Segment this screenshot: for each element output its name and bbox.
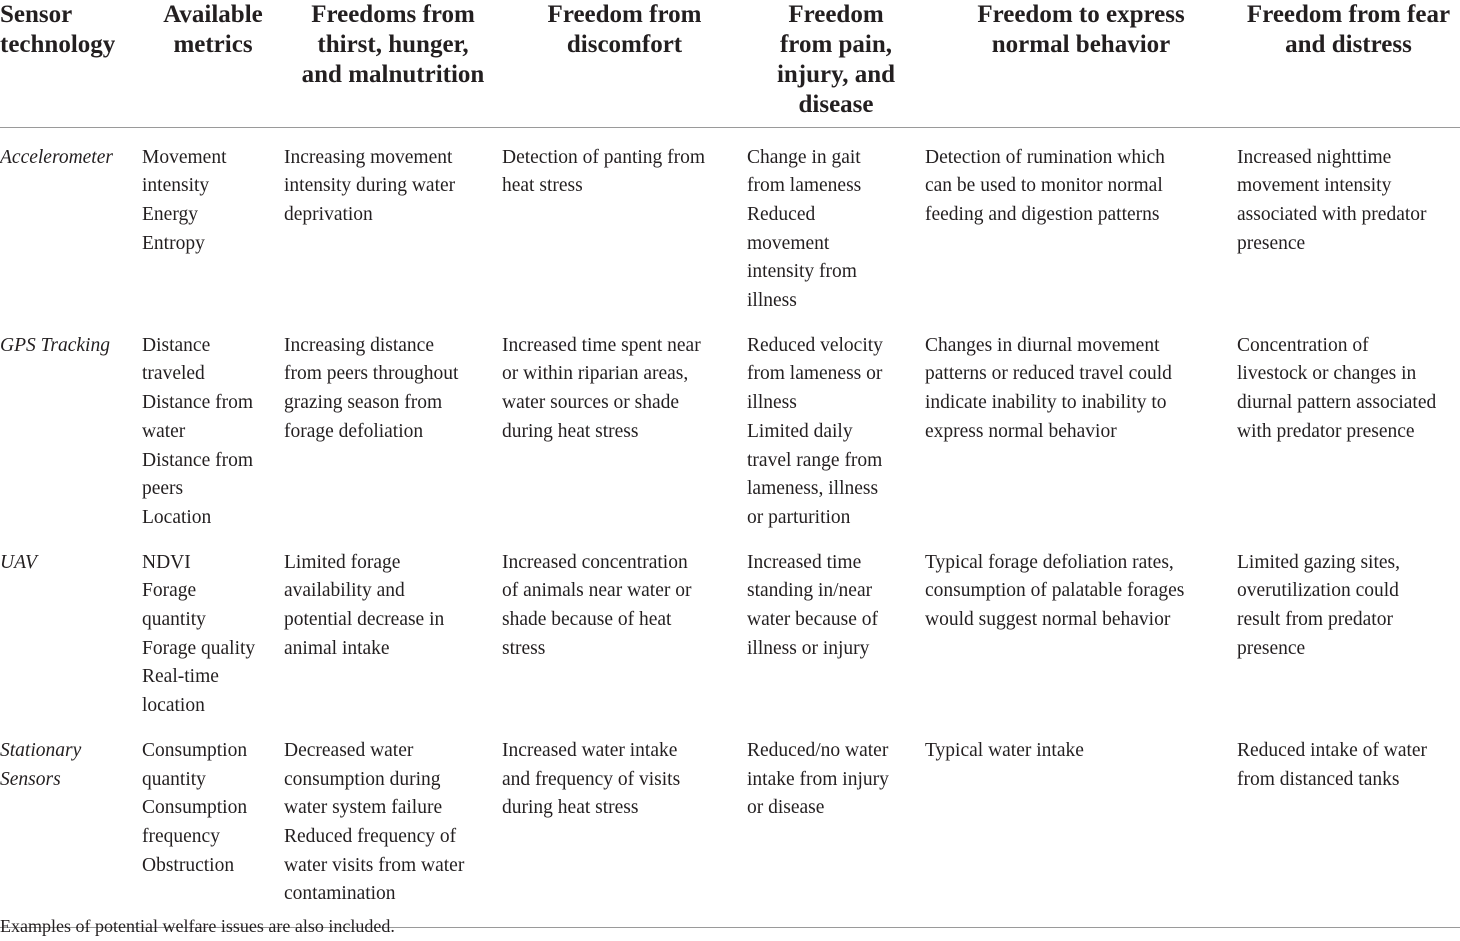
cell-text-line: location: [142, 695, 205, 717]
cell-text-line: Limited gazing sites,: [1237, 551, 1401, 573]
cell-behavior: [925, 721, 1237, 928]
table-footnote: Examples of potential welfare issues are also included.: [0, 916, 395, 936]
cell-text-line: Forage quality: [142, 637, 256, 659]
cell-text-line: NDVI: [142, 551, 191, 573]
cell-text-line: Increased concentration: [502, 551, 688, 573]
cell-text-line: water visits from water: [284, 854, 465, 876]
header-freedom-discomfort: [502, 0, 747, 127]
cell-text-line: quantity: [142, 609, 206, 631]
cell-text-line: lameness, illness: [747, 478, 879, 500]
cell-text-line: Available: [163, 1, 263, 28]
cell-text-line: indicate inability to inability to: [925, 392, 1167, 414]
cell-text-line: animal intake: [284, 637, 390, 659]
cell-text-line: Increased nighttime: [1237, 146, 1392, 168]
cell-text-line: from distanced tanks: [1237, 768, 1400, 790]
cell-text-line: water: [142, 420, 186, 442]
cell-text-line: Stationary: [0, 739, 82, 761]
cell-text-line: illness: [747, 392, 797, 414]
cell-text-line: Increased water intake: [502, 739, 678, 761]
header-freedom-fear: [1237, 0, 1460, 127]
cell-fear: [1237, 533, 1460, 721]
table-row: [0, 721, 1460, 928]
cell-discomfort: [502, 127, 747, 316]
cell-discomfort: [502, 533, 747, 721]
cell-text-line: and distress: [1285, 31, 1412, 58]
cell-text-line: consumption during: [284, 768, 441, 790]
cell-text-line: Reduced: [747, 203, 816, 225]
cell-text-line: would suggest normal behavior: [925, 609, 1171, 631]
cell-text-line: intake from injury: [747, 768, 889, 790]
cell-hunger: [284, 533, 502, 721]
cell-text-line: diurnal pattern associated: [1237, 392, 1437, 414]
cell-technology: [0, 127, 142, 316]
cell-text-line: Entropy: [142, 232, 205, 254]
cell-text-line: Forage: [142, 580, 197, 602]
cell-text-line: Change in gait: [747, 146, 861, 168]
cell-text-line: traveled: [142, 363, 205, 385]
cell-text-line: during heat stress: [502, 420, 639, 442]
header-row: [0, 0, 1460, 127]
cell-text-line: Typical water intake: [925, 739, 1084, 761]
cell-text-line: travel range from: [747, 449, 883, 471]
cell-metrics: [142, 127, 284, 316]
cell-text-line: standing in/near: [747, 580, 873, 602]
cell-text-line: Movement: [142, 146, 227, 168]
header-available-metrics: [142, 0, 284, 127]
table-header: [0, 0, 1460, 127]
cell-text-line: can be used to monitor normal: [925, 175, 1163, 197]
cell-discomfort: [502, 721, 747, 928]
table-row: [0, 533, 1460, 721]
cell-hunger: [284, 127, 502, 316]
cell-text-line: Freedom from fear: [1246, 1, 1451, 28]
cell-text-line: Detection of panting from: [502, 146, 706, 168]
cell-technology: [0, 533, 142, 721]
cell-text-line: of animals near water or: [502, 580, 692, 602]
cell-text-line: Reduced intake of water: [1237, 739, 1428, 761]
cell-text-line: Freedom: [788, 1, 884, 28]
table-row: [0, 316, 1460, 533]
cell-technology: [0, 316, 142, 533]
cell-text-line: Sensors: [0, 768, 61, 790]
cell-text-line: Distance from: [142, 449, 254, 471]
cell-text-line: UAV: [0, 551, 37, 573]
cell-text-line: injury, and: [776, 61, 896, 88]
cell-text-line: patterns or reduced travel could: [925, 363, 1172, 385]
cell-text-line: movement: [747, 232, 830, 254]
cell-fear: [1237, 316, 1460, 533]
cell-text-line: and frequency of visits: [502, 768, 681, 790]
header-freedom-behavior: [925, 0, 1237, 127]
cell-text-line: frequency: [142, 825, 220, 847]
cell-fear: [1237, 721, 1460, 928]
cell-metrics: [142, 721, 284, 928]
cell-text-line: thirst, hunger,: [317, 31, 469, 58]
cell-text-line: Decreased water: [284, 739, 414, 761]
header-freedom-hunger: [284, 0, 502, 127]
cell-text-line: disease: [798, 91, 874, 118]
cell-text-line: metrics: [173, 31, 253, 58]
cell-text-line: or disease: [747, 797, 825, 819]
cell-text-line: and malnutrition: [301, 61, 485, 88]
cell-text-line: shade because of heat: [502, 609, 672, 631]
cell-text-line: Energy: [142, 203, 198, 225]
cell-text-line: or within riparian areas,: [502, 363, 689, 385]
cell-text-line: Increasing movement: [284, 146, 453, 168]
cell-behavior: [925, 316, 1237, 533]
cell-text-line: movement intensity: [1237, 175, 1392, 197]
cell-text-line: Freedom to express: [977, 1, 1185, 28]
cell-text-line: contamination: [284, 883, 396, 905]
cell-text-line: forage defoliation: [284, 420, 424, 442]
cell-text-line: Distance from: [142, 392, 254, 414]
cell-text-line: Increased time spent near: [502, 334, 701, 356]
cell-text-line: result from predator: [1237, 609, 1393, 631]
cell-text-line: intensity: [142, 175, 210, 197]
cell-text-line: Changes in diurnal movement: [925, 334, 1160, 356]
cell-text-line: grazing season from: [284, 392, 443, 414]
cell-text-line: or parturition: [747, 506, 851, 528]
header-sensor-technology: [0, 0, 142, 127]
cell-metrics: [142, 316, 284, 533]
cell-text-line: Limited forage: [284, 551, 401, 573]
cell-text-line: Freedoms from: [311, 1, 475, 28]
cell-text-line: illness: [747, 290, 797, 312]
cell-behavior: [925, 533, 1237, 721]
cell-behavior: [925, 127, 1237, 316]
cell-text-line: Detection of rumination which: [925, 146, 1165, 168]
cell-text-line: Increasing distance: [284, 334, 434, 356]
cell-text-line: water because of: [747, 609, 879, 631]
cell-text-line: water sources or shade: [502, 392, 680, 414]
cell-text-line: illness or injury: [747, 637, 870, 659]
cell-pain: [747, 721, 925, 928]
cell-hunger: [284, 721, 502, 928]
cell-text-line: Accelerometer: [0, 146, 113, 168]
cell-text-line: Typical forage defoliation rates,: [925, 551, 1174, 573]
cell-text-line: from peers throughout: [284, 363, 459, 385]
cell-metrics: [142, 533, 284, 721]
cell-text-line: associated with predator: [1237, 203, 1427, 225]
cell-text-line: Real-time: [142, 666, 219, 688]
cell-text-line: heat stress: [502, 175, 583, 197]
cell-text-line: GPS Tracking: [0, 334, 110, 356]
cell-text-line: availability and: [284, 580, 405, 602]
cell-text-line: peers: [142, 478, 184, 500]
cell-fear: [1237, 127, 1460, 316]
cell-text-line: Distance: [142, 334, 211, 356]
cell-text-line: overutilization could: [1237, 580, 1399, 602]
cell-text-line: intensity from: [747, 261, 857, 283]
cell-text-line: from lameness: [747, 175, 862, 197]
cell-text-line: from pain,: [779, 31, 893, 58]
cell-text-line: from lameness or: [747, 363, 883, 385]
cell-pain: [747, 316, 925, 533]
cell-text-line: Sensor: [0, 1, 73, 28]
cell-text-line: presence: [1237, 232, 1306, 254]
cell-text-line: intensity during water: [284, 175, 456, 197]
header-freedom-pain: [747, 0, 925, 127]
table-row: [0, 127, 1460, 316]
cell-text-line: Reduced velocity: [747, 334, 883, 356]
cell-text-line: with predator presence: [1237, 420, 1415, 442]
cell-text-line: Limited daily: [747, 420, 853, 442]
cell-text-line: Consumption: [142, 797, 248, 819]
cell-text-line: Concentration of: [1237, 334, 1369, 356]
table-body: [0, 127, 1460, 928]
cell-text-line: presence: [1237, 637, 1306, 659]
cell-text-line: discomfort: [566, 31, 683, 58]
cell-discomfort: [502, 316, 747, 533]
cell-text-line: Reduced frequency of: [284, 825, 457, 847]
cell-text-line: stress: [502, 637, 546, 659]
cell-text-line: express normal behavior: [925, 420, 1117, 442]
cell-text-line: Freedom from: [547, 1, 702, 28]
cell-text-line: consumption of palatable forages: [925, 580, 1185, 602]
cell-text-line: livestock or changes in: [1237, 363, 1417, 385]
cell-text-line: during heat stress: [502, 797, 639, 819]
cell-text-line: feeding and digestion patterns: [925, 203, 1160, 225]
cell-text-line: Increased time: [747, 551, 862, 573]
cell-text-line: potential decrease in: [284, 609, 445, 631]
cell-pain: [747, 533, 925, 721]
cell-pain: [747, 127, 925, 316]
cell-text-line: water system failure: [284, 797, 443, 819]
cell-text-line: Obstruction: [142, 854, 235, 876]
cell-text-line: Consumption: [142, 739, 248, 761]
cell-hunger: [284, 316, 502, 533]
cell-text-line: quantity: [142, 768, 206, 790]
cell-text-line: normal behavior: [991, 31, 1171, 58]
cell-text-line: deprivation: [284, 203, 373, 225]
cell-technology: [0, 721, 142, 928]
cell-text-line: Reduced/no water: [747, 739, 889, 761]
cell-text-line: technology: [0, 31, 116, 58]
cell-text-line: Location: [142, 506, 212, 528]
